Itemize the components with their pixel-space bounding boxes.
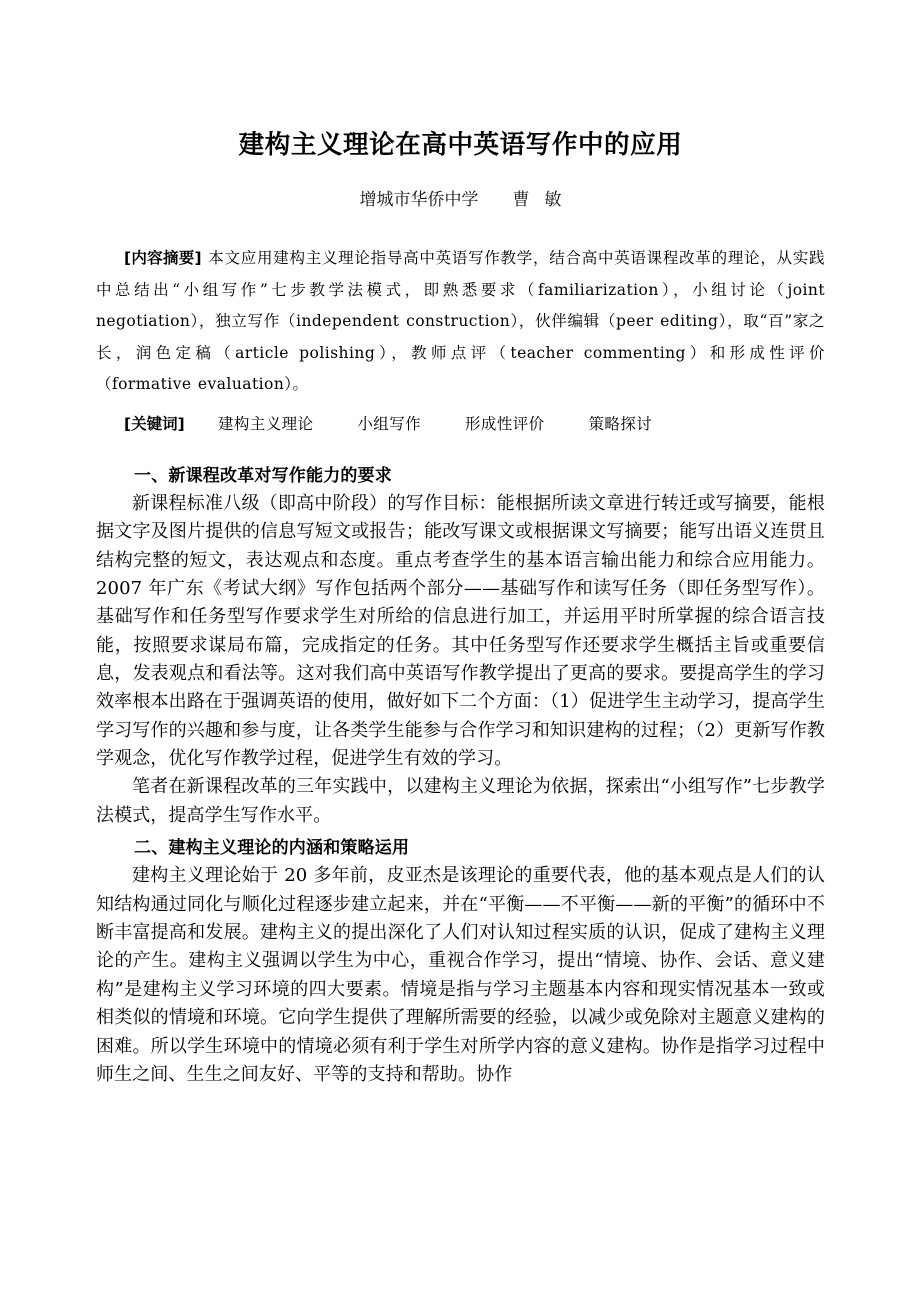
keywords-marker: [关键词] <box>124 414 185 433</box>
keyword-item: 建构主义理论 <box>218 414 314 433</box>
keyword-item: 策略探讨 <box>588 414 653 433</box>
byline-author-given: 敏 <box>544 190 562 210</box>
page-title: 建构主义理论在高中英语写作中的应用 <box>238 130 683 160</box>
section-1-paragraph-2: 笔者在新课程改革的三年实践中，以建构主义理论为依据，探索出“小组写作”七步教学法模式，提高学生写作水平。 <box>96 776 825 826</box>
keywords-line <box>96 401 825 438</box>
keyword-item: 形成性评价 <box>465 414 545 433</box>
byline-affiliation: 增城市华侨中学 <box>359 190 479 210</box>
keyword-item: 小组写作 <box>357 414 422 433</box>
abstract-text: 本文应用建构主义理论指导高中英语写作教学，结合高中英语课程改革的理论，从实践中总结出“小组写作”七步教学法模式，即熟悉要求（familiarization），小组讨论（joint negotiation），独立写作（independent construction），伙伴编辑（peer editing），取“百”家之长，润色定稿（article polishing），教师点评（teacher commenting）和形成性评价（formative evaluation）。 <box>96 249 825 393</box>
document-content-column <box>96 0 825 1089</box>
section-heading-1: 一、新课程改革对写作能力的要求 <box>134 465 392 486</box>
byline-author-surname: 曹 <box>512 190 530 210</box>
section-1-paragraph-1: 新课程标准八级（即高中阶段）的写作目标：能根据所读文章进行转迁或写摘要，能根据文字及图片提供的信息写短文或报告；能改写课文或根据课文写摘要；能写出语义连贯且结构完整的短文，表达观点和态度。重点考查学生的基本语言输出能力和综合应用能力。2007 年广东《考试大纲》写作包括两个部分——基础写作和读写任务（即任务型写作）。基础写作和任务型写作要求学生对所给的信息进行加工，并运用平时所掌握的综合语言技能，按照要求谋局布篇，完成指定的任务。其中任务型写作还要求学生概括主旨或重要信息，发表观点和看法等。这对我们高中英语写作教学提出了更高的要求。要提高学生的学习效率根本出路在于强调英语的使用，做好如下二个方面：（1）促进学生主动学习，提高学生学习写作的兴趣和参与度，让各类学生能参与合作学习和知识建构的过程；（2）更新写作教学观念，优化写作教学过程，促进学生有效的学习。 <box>96 492 825 769</box>
abstract-paragraph <box>96 243 825 401</box>
byline <box>96 162 825 213</box>
abstract-marker: [内容摘要] <box>124 249 202 267</box>
section-heading-2: 二、建构主义理论的内涵和策略运用 <box>134 838 410 859</box>
section-2-paragraph-1: 建构主义理论始于 20 多年前，皮亚杰是该理论的重要代表，他的基本观点是人们的认知结构通过同化与顺化过程逐步建立起来，并在“平衡——不平衡——新的平衡”的循环中不断丰富提高和发展。建构主义的提出深化了人们对认知过程实质的认识，促成了建构主义理论的产生。建构主义强调以学生为中心，重视合作学习，提出“情境、协作、会话、意义建构”是建构主义学习环境的四大要素。情境是指与学习主题基本内容和现实情况基本一致或相类似的情境和环境。它向学生提供了理解所需要的经验，以减少或免除对主题意义建构的困难。所以学生环境中的情境必须有利于学生对所学内容的意义建构。协作是指学习过程中师生之间、生生之间友好、平等的支持和帮助。协作 <box>96 865 825 1085</box>
abstract-block <box>96 213 825 438</box>
